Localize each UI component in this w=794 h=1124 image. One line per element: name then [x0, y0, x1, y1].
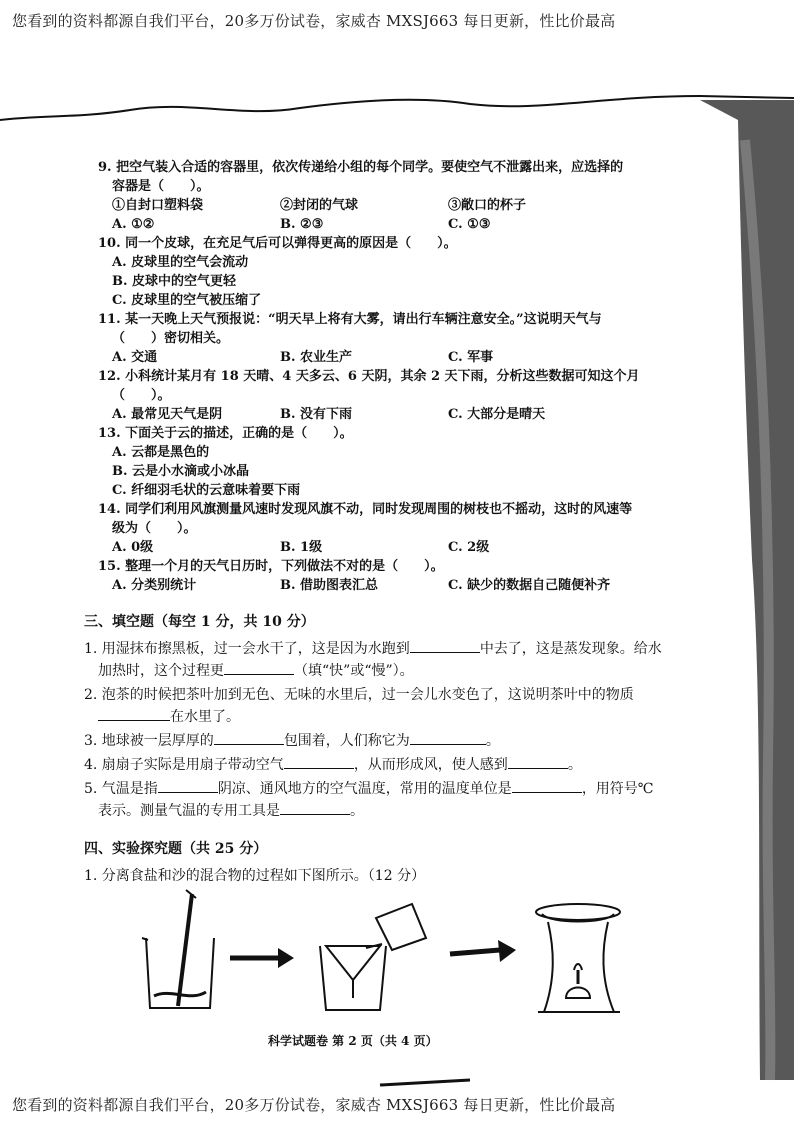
option-c[interactable]: C. 皮球里的空气被压缩了: [112, 293, 262, 308]
question-stem-cont: （ ）密切相关。: [112, 331, 230, 346]
item-list: [98, 196, 678, 215]
option-a[interactable]: A. 皮球里的空气会流动: [112, 255, 249, 270]
fill-blank-list: [84, 638, 678, 822]
option-b[interactable]: B. 皮球中的空气更轻: [112, 274, 237, 289]
option-b[interactable]: B. 1级: [280, 540, 323, 555]
experiment-question-1: 1. 分离食盐和沙的混合物的过程如下图所示。（12 分）: [84, 868, 426, 884]
arrow-right-icon: [230, 948, 294, 968]
option-c[interactable]: C. 纤细羽毛状的云意味着要下雨: [112, 483, 301, 498]
fill-item-1: 1. 用湿抹布擦黑板，过一会水干了，这是因为水跑到 中去了，这是蒸发现象。给水 加热时，这个过程更 （填“快”或“慢”）。: [84, 638, 678, 682]
option-row: [98, 576, 678, 595]
question-11: [98, 310, 678, 367]
answer-blank[interactable]: [508, 754, 568, 769]
fill-item-4: 4. 扇扇子实际是用扇子带动空气 ，从而形成风，使人感到 。: [84, 754, 678, 776]
fill-item-2: 2. 泡茶的时候把茶叶加到无色、无味的水里后，过一会儿水变色了，这说明茶叶中的物质 在水里了。: [84, 687, 634, 725]
item: ③敞口的杯子: [448, 198, 527, 213]
option-a[interactable]: A. 分类别统计: [112, 578, 197, 593]
option-c[interactable]: C. 缺少的数据自己随便补齐: [448, 578, 611, 593]
beaker-stirring-icon: [142, 890, 214, 1008]
option-row: [98, 215, 678, 234]
question-number: 12.: [98, 369, 121, 384]
section-title-experiment: 四、实验探究题（共 25 分）: [84, 841, 268, 857]
question-14: [98, 500, 678, 557]
question-stem-cont: （ ）。: [112, 388, 171, 403]
option-c[interactable]: C. 2级: [448, 540, 490, 555]
question-number: 10.: [98, 236, 121, 251]
question-number: 15.: [98, 559, 121, 574]
option-c[interactable]: C. ①③: [448, 217, 491, 232]
option-a[interactable]: A. 云都是黑色的: [112, 445, 210, 460]
option-a[interactable]: A. 交通: [112, 350, 158, 365]
question-number: 9.: [98, 160, 112, 175]
answer-blank[interactable]: [512, 778, 582, 793]
question-number: 11.: [98, 312, 121, 327]
option-a[interactable]: A. 最常见天气是阴: [112, 407, 223, 422]
question-number: 13.: [98, 426, 121, 441]
question-stem: 下面关于云的描述，正确的是（ ）。: [125, 426, 353, 441]
answer-blank[interactable]: [410, 730, 486, 745]
page-footer: 科学试题卷 第 2 页（共 4 页）: [268, 1034, 438, 1048]
question-stem: 小科统计某月有 18 天晴、4 天多云、6 天阴，其余 2 天下雨，分析这些数据可知这个月: [125, 369, 640, 384]
answer-blank[interactable]: [280, 800, 350, 815]
arrow-right-icon: [450, 940, 516, 962]
item: ①自封口塑料袋: [112, 198, 204, 213]
question-10: [98, 234, 678, 310]
question-area: [84, 158, 678, 887]
option-row: [98, 538, 678, 557]
option-c[interactable]: C. 大部分是晴天: [448, 407, 546, 422]
section-title-fill-blank: 三、填空题（每空 1 分，共 10 分）: [84, 614, 315, 630]
answer-blank[interactable]: [224, 660, 294, 675]
answer-blank[interactable]: [284, 754, 354, 769]
option-a[interactable]: A. ①②: [112, 217, 155, 232]
question-stem: 整理一个月的天气日历时，下列做法不对的是（ ）。: [125, 559, 444, 574]
question-15: [98, 557, 678, 595]
option-a[interactable]: A. 0级: [112, 540, 154, 555]
question-13: [98, 424, 678, 500]
question-stem: 某一天晚上天气预报说：“明天早上将有大雾，请出行车辆注意安全。”这说明天气与: [125, 312, 602, 327]
option-row: [98, 348, 678, 367]
header-banner: 您看到的资料都源自我们平台，20多万份试卷，家威杏 MXSJ663 每日更新，性比价最高: [12, 12, 616, 30]
fill-item-5: 5. 气温是指 阴凉、通风地方的空气温度，常用的温度单位是 ，用符号℃ 表示。测量气温的专用工具是 。: [84, 778, 678, 822]
option-b[interactable]: B. 农业生产: [280, 350, 353, 365]
option-b[interactable]: B. 云是小水滴或小冰晶: [112, 464, 250, 479]
question-stem-cont: 级为（ ）。: [112, 521, 197, 536]
question-stem: 把空气装入合适的容器里，依次传递给小组的每个同学。要使空气不泄露出来，应选择的: [116, 160, 624, 175]
question-stem: 同一个皮球，在充足气后可以弹得更高的原因是（ ）。: [125, 236, 457, 251]
question-9: [98, 158, 678, 234]
question-stem-cont: 容器是（ ）。: [112, 179, 210, 194]
option-b[interactable]: B. ②③: [280, 217, 324, 232]
answer-blank[interactable]: [410, 638, 480, 653]
option-row: [98, 405, 678, 424]
option-c[interactable]: C. 军事: [448, 350, 494, 365]
answer-blank[interactable]: [214, 730, 284, 745]
footer-banner: 您看到的资料都源自我们平台，20多万份试卷，家威杏 MXSJ663 每日更新，性比价最高: [12, 1096, 616, 1114]
question-number: 14.: [98, 502, 121, 517]
item: ②封闭的气球: [280, 198, 359, 213]
answer-blank[interactable]: [158, 778, 218, 793]
option-b[interactable]: B. 没有下雨: [280, 407, 353, 422]
option-b[interactable]: B. 借助图表汇总: [280, 578, 379, 593]
separation-process-figure: [130, 888, 650, 1018]
question-12: [98, 367, 678, 424]
evaporation-icon: [536, 904, 620, 1012]
filtration-icon: [320, 904, 426, 1010]
fill-item-3: 3. 地球被一层厚厚的 包围着，人们称它为 。: [84, 730, 678, 752]
answer-blank[interactable]: [98, 706, 170, 721]
question-stem: 同学们利用风旗测量风速时发现风旗不动，同时发现周围的树枝也不摇动，这时的风速等: [125, 502, 633, 517]
